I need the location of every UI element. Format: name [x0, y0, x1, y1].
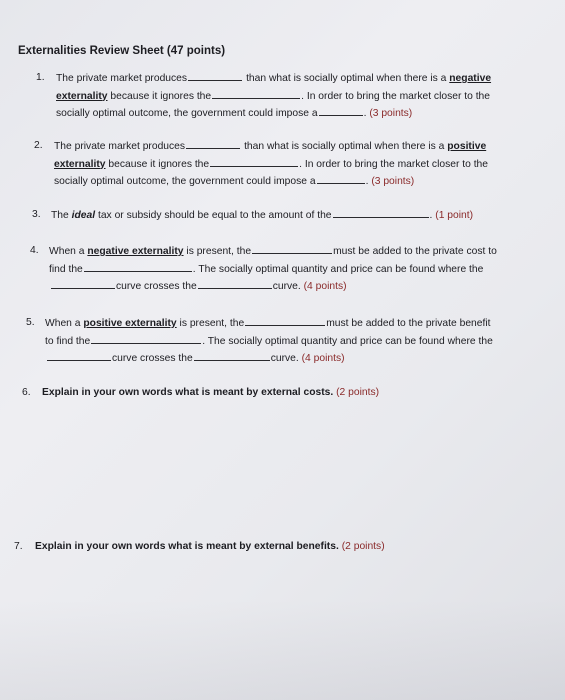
answer-blank[interactable]: [51, 278, 115, 289]
question-text: is present, the: [179, 318, 245, 329]
question-number: 6.: [22, 387, 31, 398]
answer-blank[interactable]: [91, 333, 201, 344]
question-text: than what is socially optimal when there is a: [244, 141, 445, 152]
emphasis-term: positive externality: [83, 318, 177, 329]
question-number: 2.: [34, 140, 43, 151]
question-text: than what is socially optimal when there is a: [246, 73, 447, 84]
question-text: The private market produces: [56, 73, 188, 84]
answer-blank[interactable]: [252, 243, 332, 254]
emphasis-term-part: negative: [449, 73, 492, 84]
emphasis-term: negative externality: [87, 246, 184, 257]
question-text: to find the: [45, 335, 91, 347]
question-1: [36, 70, 491, 123]
points-label: (2 points): [341, 541, 385, 552]
points-label: (1 point): [435, 210, 474, 221]
question-2: [34, 138, 488, 191]
emphasis-term-part: externality: [54, 158, 106, 170]
points-label: (4 points): [301, 353, 345, 364]
question-text: socially optimal outcome, the government could impose a: [54, 176, 316, 187]
page-title: Externalities Review Sheet (47 points): [18, 45, 226, 57]
question-text: curve.: [270, 353, 299, 364]
points-label: (3 points): [369, 108, 413, 119]
question-text: is present, the: [186, 246, 252, 257]
question-number: 1.: [36, 72, 45, 83]
question-number: 7.: [14, 541, 23, 552]
question-text: must be added to the private benefit: [326, 318, 491, 329]
question-6: [22, 385, 379, 402]
question-text: Explain in your own words what is meant by external costs.: [42, 387, 334, 398]
question-number: 4.: [30, 245, 39, 256]
answer-blank[interactable]: [186, 138, 240, 149]
answer-blank[interactable]: [319, 105, 363, 116]
answer-blank[interactable]: [317, 173, 365, 184]
answer-blank[interactable]: [188, 70, 242, 81]
question-text: must be added to the private cost to: [333, 246, 497, 257]
question-text: . In order to bring the market closer to the: [299, 158, 489, 170]
question-4: [30, 243, 497, 296]
question-text: Explain in your own words what is meant by external benefits.: [35, 541, 339, 552]
question-number: 3.: [32, 209, 41, 220]
points-label: (4 points): [303, 281, 347, 292]
question-text: When a: [49, 246, 85, 257]
question-text: . In order to bring the market closer to the: [301, 90, 491, 102]
question-text: socially optimal outcome, the government could impose a: [56, 108, 318, 119]
question-text: The private market produces: [54, 141, 186, 152]
emphasis-word: ideal: [71, 210, 96, 221]
question-text: tax or subsidy should be equal to the amount of the: [97, 210, 332, 221]
question-3: [32, 207, 473, 225]
answer-blank[interactable]: [212, 88, 300, 99]
points-label: (3 points): [371, 176, 415, 187]
question-7: [14, 539, 385, 556]
question-text: find the: [49, 263, 83, 275]
emphasis-term-part: externality: [56, 90, 108, 102]
question-text: .: [365, 176, 369, 187]
question-text: .: [429, 210, 433, 221]
answer-blank[interactable]: [198, 278, 272, 289]
question-number: 5.: [26, 317, 35, 328]
question-text: because it ignores the: [108, 158, 210, 170]
question-text: curve crosses the: [116, 281, 197, 292]
points-label: (2 points): [336, 387, 380, 398]
question-text: . The socially optimal quantity and price can be found where the: [202, 335, 493, 347]
question-text: curve.: [272, 281, 301, 292]
answer-blank[interactable]: [210, 156, 298, 167]
paper-shadow: [0, 600, 565, 700]
question-text: .: [363, 108, 367, 119]
question-text: . The socially optimal quantity and price can be found where the: [192, 263, 484, 275]
emphasis-term-part: positive: [447, 141, 487, 152]
answer-blank[interactable]: [47, 350, 111, 361]
answer-blank[interactable]: [245, 315, 325, 326]
question-text: curve crosses the: [112, 353, 193, 364]
answer-blank[interactable]: [333, 207, 429, 218]
question-text: The: [51, 210, 69, 221]
answer-area-6[interactable]: [40, 408, 530, 528]
answer-blank[interactable]: [194, 350, 270, 361]
question-5: [26, 315, 493, 368]
question-text: When a: [45, 318, 81, 329]
question-text: because it ignores the: [110, 90, 212, 102]
answer-blank[interactable]: [84, 261, 192, 272]
